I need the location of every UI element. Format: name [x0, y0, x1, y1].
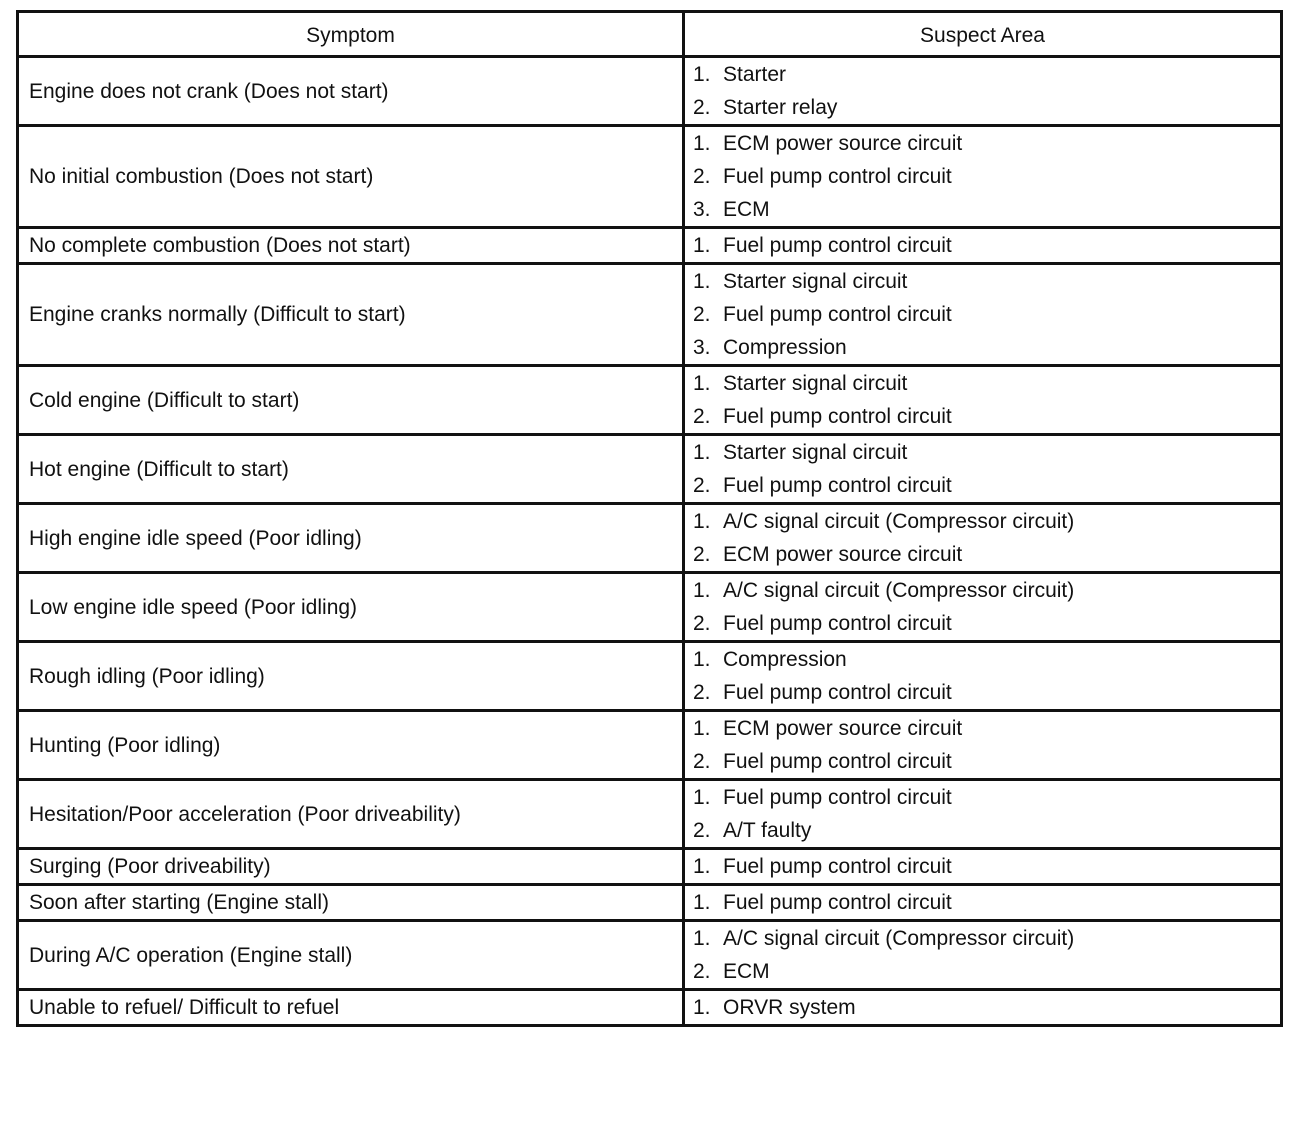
suspect-item-number: 2.: [693, 750, 711, 773]
suspect-area-cell: [684, 504, 1282, 573]
suspect-item-number: 2.: [693, 819, 711, 842]
suspect-item-number: 1.: [693, 717, 711, 740]
symptom-cell: Engine does not crank (Does not start): [18, 57, 684, 126]
suspect-item-text: ECM power source circuit: [723, 543, 963, 566]
suspect-list: [693, 574, 1280, 640]
suspect-area-cell: [684, 126, 1282, 228]
suspect-item: [693, 265, 1280, 298]
suspect-item-text: Starter relay: [723, 96, 838, 119]
suspect-list: [693, 781, 1280, 847]
suspect-item: [693, 781, 1280, 814]
suspect-list: [693, 991, 1280, 1024]
symptom-table: [16, 10, 1283, 1027]
suspect-area-cell: [684, 921, 1282, 990]
symptom-cell: No initial combustion (Does not start): [18, 126, 684, 228]
symptom-cell: Unable to refuel/ Difficult to refuel: [18, 990, 684, 1026]
table-row: [18, 990, 1282, 1026]
symptom-cell: Hunting (Poor idling): [18, 711, 684, 780]
symptom-cell: High engine idle speed (Poor idling): [18, 504, 684, 573]
suspect-list: [693, 58, 1280, 124]
suspect-item-text: A/T faulty: [723, 819, 812, 842]
suspect-area-cell: [684, 435, 1282, 504]
table-row: [18, 366, 1282, 435]
suspect-item: [693, 814, 1280, 847]
suspect-item: [693, 367, 1280, 400]
suspect-item-number: 1.: [693, 891, 711, 914]
suspect-item-number: 2.: [693, 96, 711, 119]
suspect-item-number: 2.: [693, 612, 711, 635]
table-row: [18, 711, 1282, 780]
suspect-item-number: 2.: [693, 405, 711, 428]
suspect-item-text: ECM: [723, 960, 770, 983]
symptom-cell: During A/C operation (Engine stall): [18, 921, 684, 990]
suspect-area-cell: [684, 642, 1282, 711]
suspect-area-cell: [684, 990, 1282, 1026]
table-row: [18, 780, 1282, 849]
suspect-item: [693, 58, 1280, 91]
suspect-item: [693, 469, 1280, 502]
table-row: [18, 573, 1282, 642]
suspect-item: [693, 193, 1280, 226]
suspect-item-text: Fuel pump control circuit: [723, 891, 952, 914]
suspect-item-text: Fuel pump control circuit: [723, 612, 952, 635]
symptom-cell: Cold engine (Difficult to start): [18, 366, 684, 435]
suspect-item: [693, 160, 1280, 193]
suspect-item-text: Compression: [723, 336, 847, 359]
suspect-item-number: 1.: [693, 63, 711, 86]
symptom-cell: No complete combustion (Does not start): [18, 228, 684, 264]
suspect-item-text: Fuel pump control circuit: [723, 786, 952, 809]
symptom-cell: Rough idling (Poor idling): [18, 642, 684, 711]
suspect-item: [693, 127, 1280, 160]
suspect-area-cell: [684, 849, 1282, 885]
suspect-item-number: 1.: [693, 579, 711, 602]
suspect-item-number: 1.: [693, 648, 711, 671]
suspect-item-number: 2.: [693, 165, 711, 188]
table-row: [18, 849, 1282, 885]
suspect-item-text: ECM: [723, 198, 770, 221]
header-suspect-area: Suspect Area: [684, 12, 1282, 57]
suspect-item-number: 1.: [693, 927, 711, 950]
suspect-item-number: 1.: [693, 441, 711, 464]
suspect-list: [693, 850, 1280, 883]
symptom-cell: Hot engine (Difficult to start): [18, 435, 684, 504]
suspect-item-text: Starter: [723, 63, 787, 86]
suspect-item: [693, 991, 1280, 1024]
suspect-item: [693, 91, 1280, 124]
suspect-area-cell: [684, 711, 1282, 780]
table-row: [18, 126, 1282, 228]
suspect-item: [693, 538, 1280, 571]
suspect-item-text: Fuel pump control circuit: [723, 405, 952, 428]
suspect-list: [693, 922, 1280, 988]
suspect-list: [693, 505, 1280, 571]
table-row: [18, 228, 1282, 264]
suspect-item-text: Fuel pump control circuit: [723, 234, 952, 257]
header-symptom: Symptom: [18, 12, 684, 57]
symptom-cell: Surging (Poor driveability): [18, 849, 684, 885]
suspect-item-number: 1.: [693, 996, 711, 1019]
symptom-cell: Engine cranks normally (Difficult to start): [18, 264, 684, 366]
suspect-item-text: Fuel pump control circuit: [723, 165, 952, 188]
suspect-list: [693, 127, 1280, 226]
suspect-item: [693, 745, 1280, 778]
suspect-item: [693, 886, 1280, 919]
suspect-area-cell: [684, 885, 1282, 921]
symptom-cell: Soon after starting (Engine stall): [18, 885, 684, 921]
suspect-item-text: Compression: [723, 648, 847, 671]
suspect-item-text: Fuel pump control circuit: [723, 750, 952, 773]
suspect-item-text: ECM power source circuit: [723, 132, 963, 155]
suspect-item-number: 1.: [693, 132, 711, 155]
suspect-item-text: Fuel pump control circuit: [723, 681, 952, 704]
suspect-list: [693, 265, 1280, 364]
suspect-item: [693, 574, 1280, 607]
suspect-item-number: 2.: [693, 474, 711, 497]
suspect-list: [693, 367, 1280, 433]
suspect-item-text: Fuel pump control circuit: [723, 855, 952, 878]
suspect-item-text: Starter signal circuit: [723, 441, 908, 464]
suspect-item: [693, 955, 1280, 988]
table-row: [18, 885, 1282, 921]
suspect-area-cell: [684, 228, 1282, 264]
suspect-item: [693, 331, 1280, 364]
suspect-item: [693, 712, 1280, 745]
suspect-area-cell: [684, 780, 1282, 849]
suspect-item: [693, 922, 1280, 955]
suspect-item: [693, 505, 1280, 538]
table-row: [18, 642, 1282, 711]
suspect-list: [693, 712, 1280, 778]
suspect-item-text: A/C signal circuit (Compressor circuit): [723, 510, 1075, 533]
suspect-item-number: 2.: [693, 681, 711, 704]
suspect-item: [693, 850, 1280, 883]
suspect-item-number: 2.: [693, 543, 711, 566]
suspect-item-text: Starter signal circuit: [723, 270, 908, 293]
suspect-list: [693, 436, 1280, 502]
suspect-item-number: 2.: [693, 303, 711, 326]
header-row: [18, 12, 1282, 57]
suspect-item-number: 2.: [693, 960, 711, 983]
suspect-item: [693, 229, 1280, 262]
suspect-item-number: 1.: [693, 372, 711, 395]
table-row: [18, 57, 1282, 126]
table-header: [18, 12, 1282, 57]
suspect-item-text: Fuel pump control circuit: [723, 303, 952, 326]
suspect-item: [693, 298, 1280, 331]
suspect-area-cell: [684, 57, 1282, 126]
table-row: [18, 504, 1282, 573]
suspect-item: [693, 643, 1280, 676]
suspect-area-cell: [684, 264, 1282, 366]
suspect-item-number: 3.: [693, 198, 711, 221]
suspect-item-text: ECM power source circuit: [723, 717, 963, 740]
suspect-item: [693, 676, 1280, 709]
symptom-cell: Hesitation/Poor acceleration (Poor driveability): [18, 780, 684, 849]
suspect-item-text: ORVR system: [723, 996, 856, 1019]
suspect-item-number: 1.: [693, 234, 711, 257]
suspect-item: [693, 607, 1280, 640]
table-row: [18, 264, 1282, 366]
suspect-area-cell: [684, 366, 1282, 435]
suspect-item-text: Fuel pump control circuit: [723, 474, 952, 497]
suspect-list: [693, 886, 1280, 919]
suspect-list: [693, 643, 1280, 709]
suspect-item-number: 3.: [693, 336, 711, 359]
suspect-item: [693, 436, 1280, 469]
suspect-item-number: 1.: [693, 510, 711, 533]
suspect-area-cell: [684, 573, 1282, 642]
suspect-item-text: Starter signal circuit: [723, 372, 908, 395]
suspect-item-number: 1.: [693, 855, 711, 878]
table-row: [18, 921, 1282, 990]
suspect-item-text: A/C signal circuit (Compressor circuit): [723, 927, 1075, 950]
suspect-item-number: 1.: [693, 270, 711, 293]
suspect-item-text: A/C signal circuit (Compressor circuit): [723, 579, 1075, 602]
suspect-item-number: 1.: [693, 786, 711, 809]
table-row: [18, 435, 1282, 504]
table-body: [18, 57, 1282, 1026]
suspect-list: [693, 229, 1280, 262]
suspect-item: [693, 400, 1280, 433]
symptom-cell: Low engine idle speed (Poor idling): [18, 573, 684, 642]
